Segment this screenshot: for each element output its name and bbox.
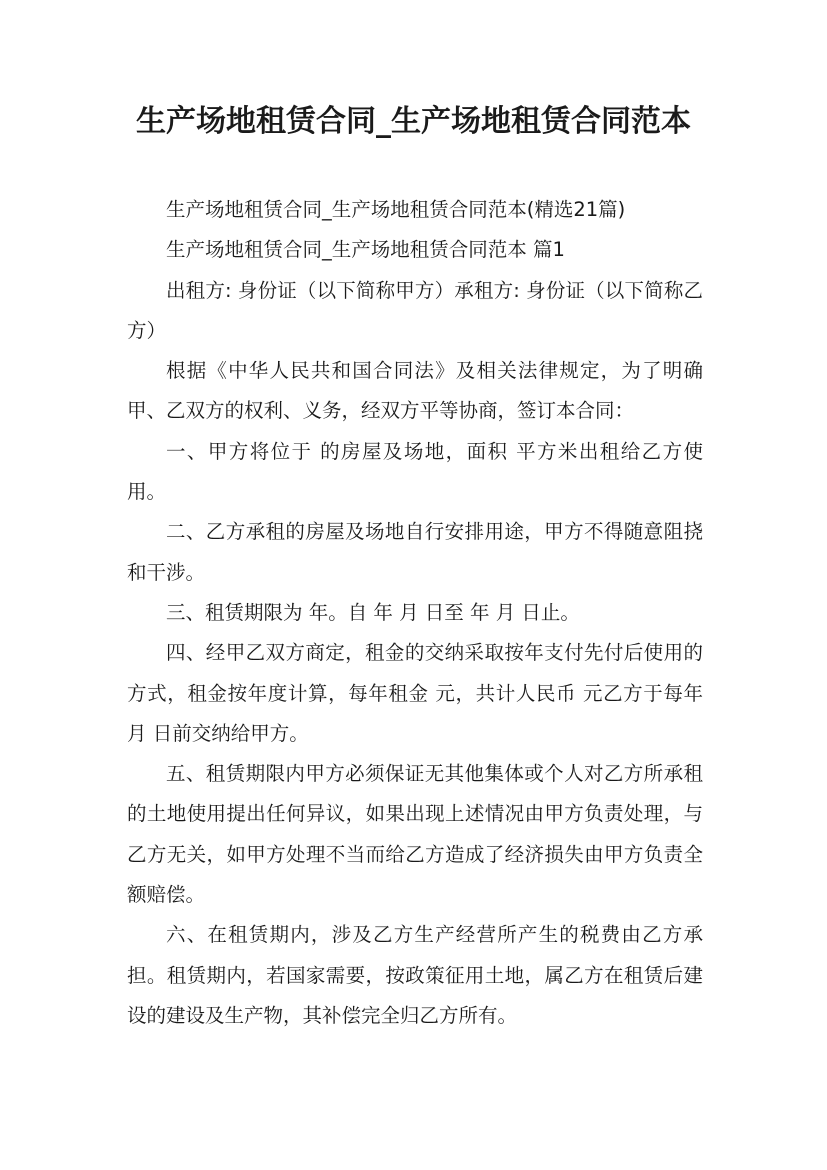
paragraph-clause-2: 二、乙方承租的房屋及场地自行安排用途，甲方不得随意阻挠和干涉。	[127, 520, 703, 584]
paragraph-section-heading: 生产场地租赁合同_生产场地租赁合同范本 篇1	[166, 238, 565, 262]
paragraph-clause-5: 五、租赁期限内甲方必须保证无其他集体或个人对乙方所承租的土地使用提出任何异议，如果出现上述情况由甲方负责处理，与乙方无关，如甲方处理不当而给乙方造成了经济损失由甲方负责全额赔偿。	[127, 762, 703, 907]
document-body	[127, 190, 703, 1036]
document-title: 生产场地租赁合同_生产场地租赁合同范本	[136, 104, 691, 139]
paragraph-parties: 出租方: 身份证（以下简称甲方）承租方: 身份证（以下简称乙方）	[127, 278, 703, 342]
paragraph-clause-4: 四、经甲乙双方商定，租金的交纳采取按年支付先付后使用的方式，租金按年度计算，每年租金 元，共计人民币 元乙方于每年 月 日前交纳给甲方。	[127, 641, 703, 745]
paragraph-clause-3: 三、租赁期限为 年。自 年 月 日至 年 月 日止。	[166, 600, 580, 624]
paragraph-preamble: 根据《中华人民共和国合同法》及相关法律规定，为了明确甲、乙双方的权利、义务，经双方平等协商，签订本合同：	[127, 359, 703, 423]
paragraph-subtitle: 生产场地租赁合同_生产场地租赁合同范本(精选21篇)	[166, 198, 626, 221]
paragraph-clause-6: 六、在租赁期内，涉及乙方生产经营所产生的税费由乙方承担。租赁期内，若国家需要，按政策征用土地，属乙方在租赁后建设的建设及生产物，其补偿完全归乙方所有。	[127, 923, 703, 1027]
paragraph-clause-1: 一、甲方将位于 的房屋及场地，面积 平方米出租给乙方使用。	[127, 439, 703, 504]
